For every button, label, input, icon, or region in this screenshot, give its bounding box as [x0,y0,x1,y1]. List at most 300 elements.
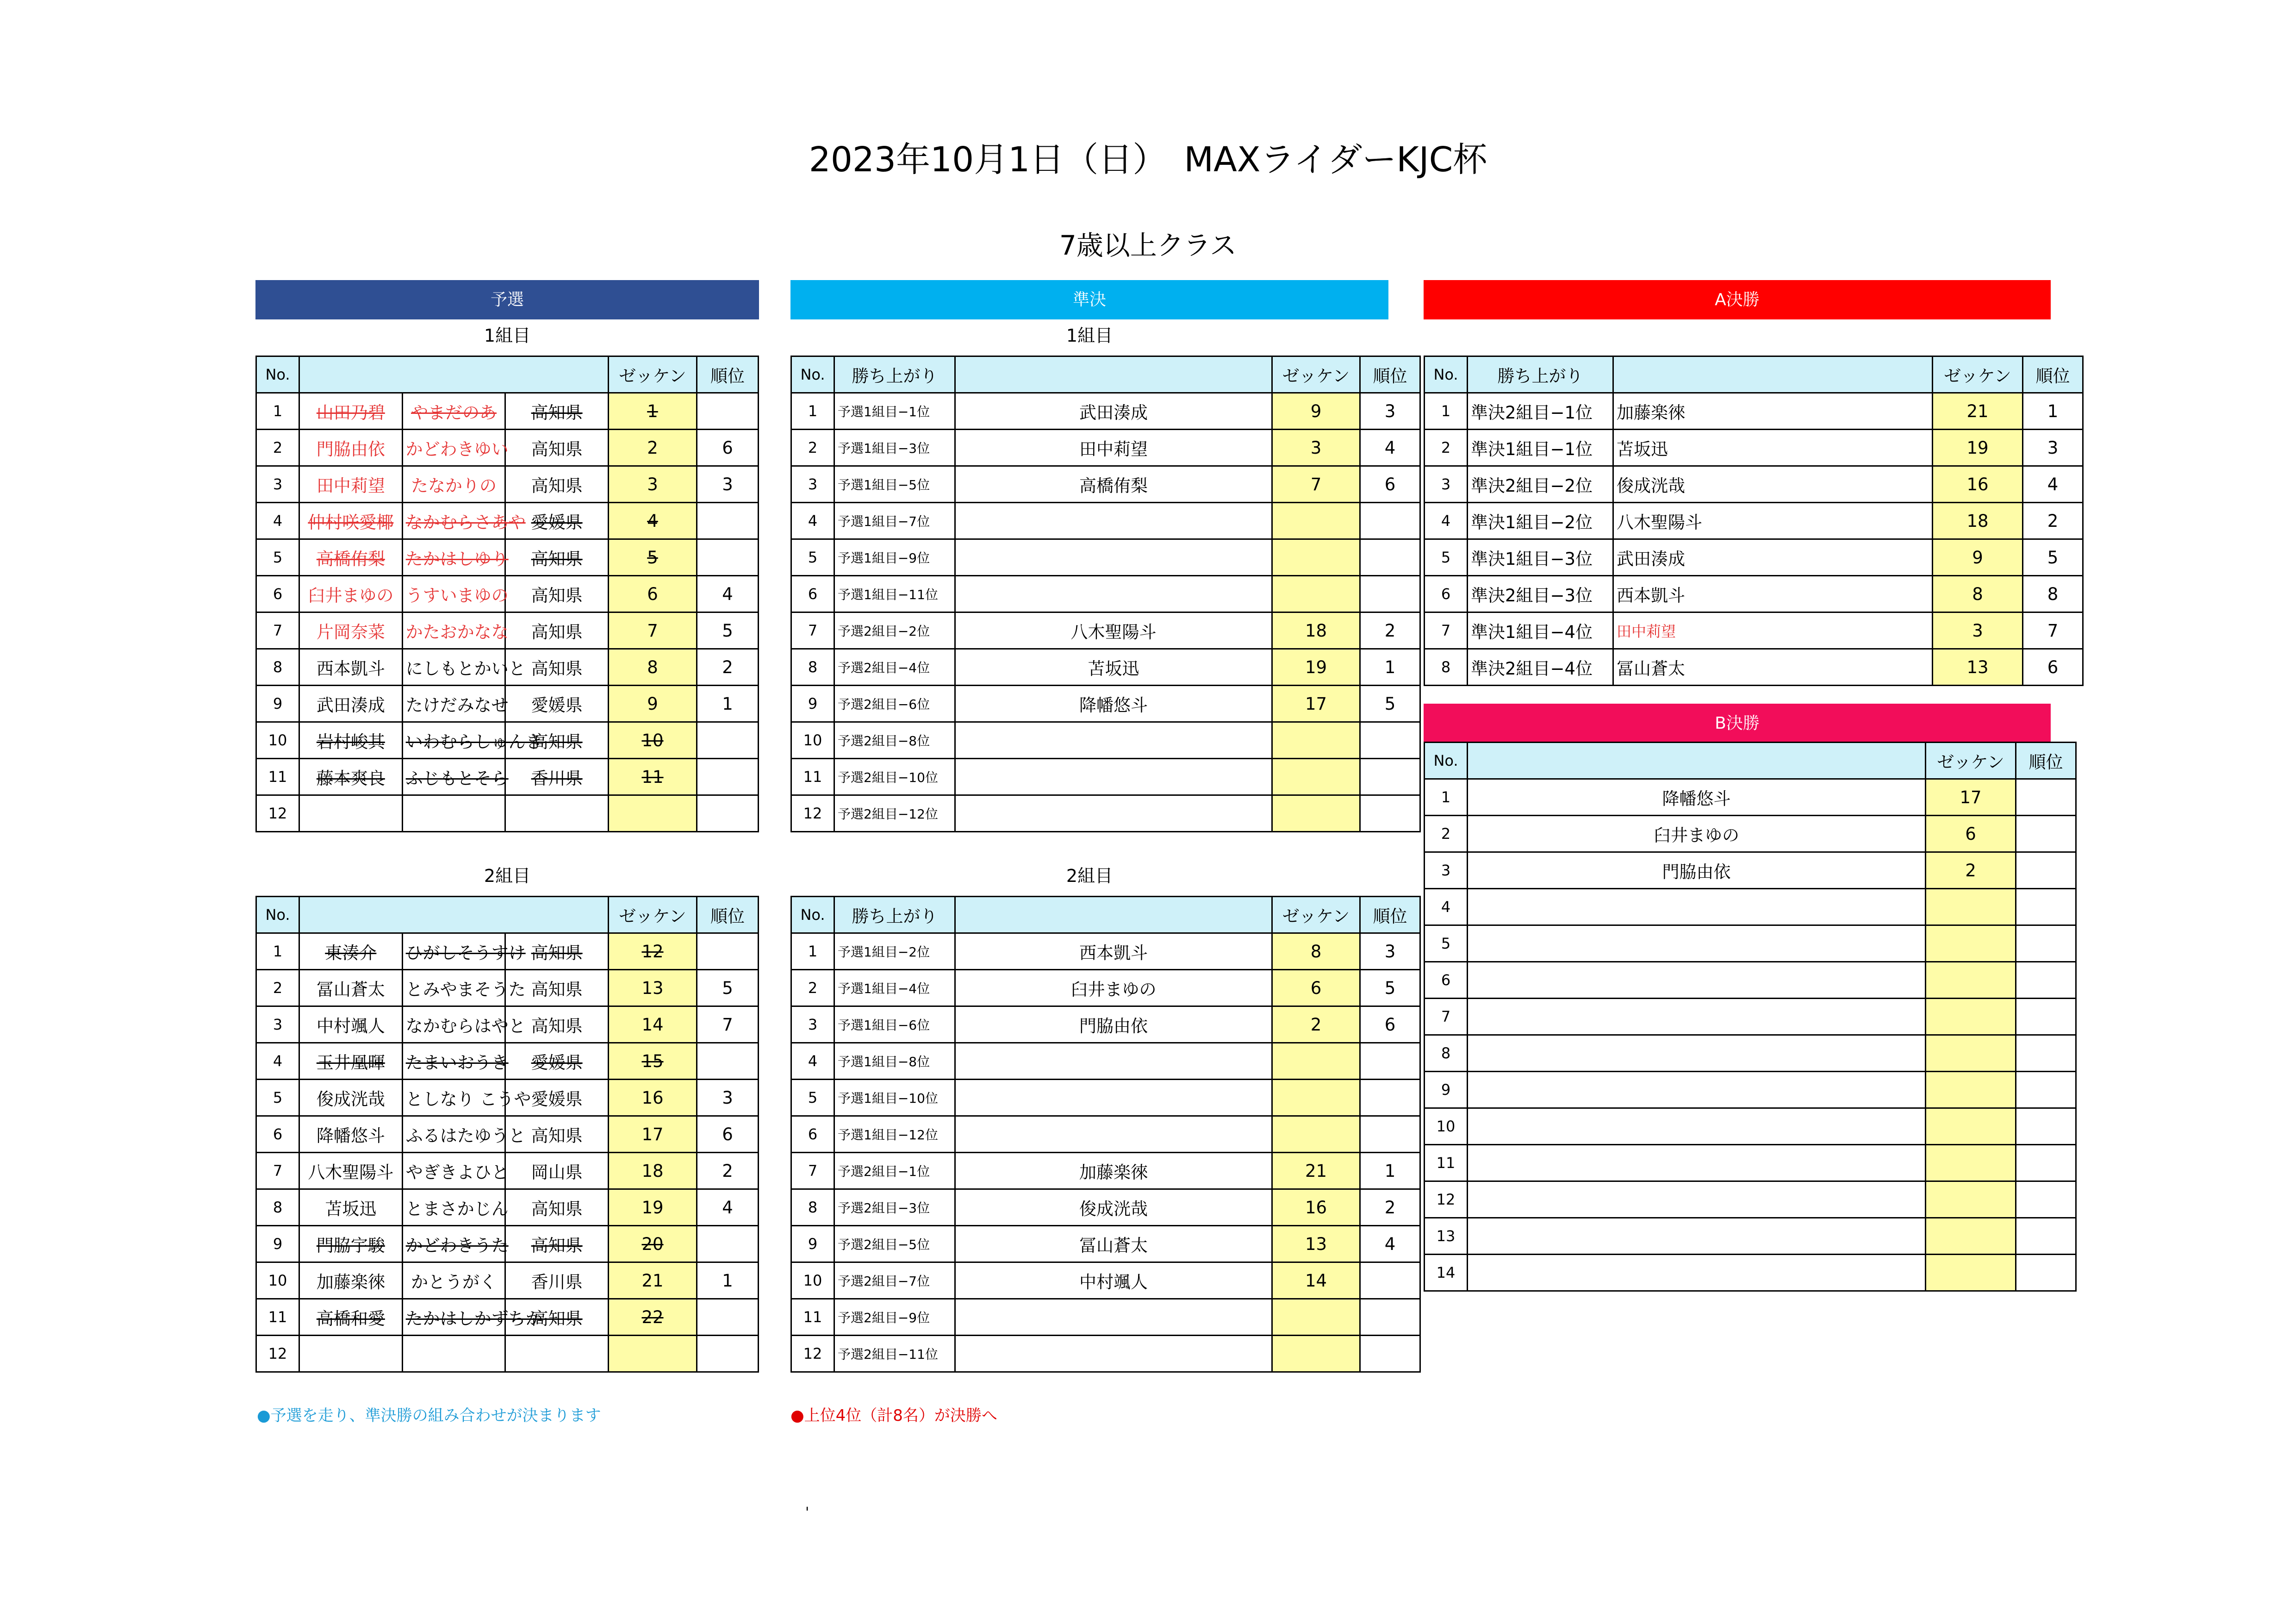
row-no: 9 [256,1226,299,1262]
bib-number: 22 [609,1299,697,1336]
bib-number: 8 [1933,576,2023,612]
row-no: 4 [256,503,299,539]
rank [2016,852,2076,889]
bib-number: 15 [609,1043,697,1080]
racer-name [955,1299,1272,1336]
table-row [256,970,759,1006]
bib-number: 8 [1272,933,1360,970]
row-no: 12 [256,1336,299,1372]
racer-name: 東湊介 [299,933,403,970]
table-row [256,722,759,759]
rank: 7 [697,1006,759,1043]
rank [697,1226,759,1262]
table-row [256,1336,759,1372]
advance-slot: 予選1組目−12位 [834,1116,955,1153]
rank: 4 [697,1189,759,1226]
table-row [256,1226,759,1262]
col-name-header [1613,356,1933,393]
rank [2016,1255,2076,1291]
bib-number: 19 [1272,649,1360,686]
racer-name: 俊成洸哉 [1613,466,1933,503]
racer-prefecture: 愛媛県 [505,1080,609,1116]
table-row [1425,503,2083,539]
bib-number: 16 [1272,1189,1360,1226]
racer-name: 藤本爽良 [299,759,403,795]
racer-kana: かどわきうた [402,1226,505,1262]
row-no: 12 [791,1336,834,1372]
row-no: 1 [1425,393,1468,430]
racer-prefecture: 高知県 [505,1006,609,1043]
row-no: 4 [791,503,834,539]
racer-kana: やぎきよひと [402,1153,505,1189]
bib-number: 7 [1272,466,1360,503]
bib-number [609,795,697,832]
table-row [1425,466,2083,503]
row-no: 6 [256,1116,299,1153]
racer-name [1468,999,1926,1035]
header-row [1425,356,2083,393]
racer-kana: ひがしそうすけ [402,933,505,970]
bib-number [1926,1072,2016,1108]
bib-number: 6 [609,576,697,612]
bib-number: 18 [1933,503,2023,539]
row-no: 7 [1425,612,1468,649]
bib-number: 1 [609,393,697,430]
rank [2016,779,2076,816]
rank [1360,576,1420,612]
rank: 6 [2023,649,2083,686]
rank: 2 [697,649,759,686]
advance-slot: 予選1組目−8位 [834,1043,955,1080]
row-no: 10 [791,722,834,759]
bib-number [1272,576,1360,612]
rank: 6 [697,430,759,466]
row-no: 10 [1425,1108,1468,1145]
racer-name: 加藤楽徠 [299,1262,403,1299]
racer-prefecture: 高知県 [505,576,609,612]
racer-name: 中村颯人 [955,1262,1272,1299]
page-title: 2023年10月1日（日） MAXライダーKJC杯 [809,140,1487,180]
racer-name [955,722,1272,759]
bib-number: 10 [609,722,697,759]
racer-kana: やまだのあ [402,393,505,430]
row-no: 5 [791,539,834,576]
racer-name: 田中莉望 [955,430,1272,466]
row-no: 11 [256,1299,299,1336]
col-no-header: No. [1425,356,1468,393]
bib-number: 3 [609,466,697,503]
bib-number: 12 [609,933,697,970]
table-row [1425,999,2076,1035]
racer-name [1468,925,1926,962]
advance-slot: 準決1組目−3位 [1468,539,1613,576]
racer-name: 武田湊成 [955,393,1272,430]
table-row [791,795,1420,832]
racer-kana: かどわきゆい [402,430,505,466]
rank: 1 [2023,393,2083,430]
racer-name [299,795,403,832]
racer-kana: とまさかじん [402,1189,505,1226]
bib-number: 2 [1272,1006,1360,1043]
table-row [1425,925,2076,962]
racer-name [955,759,1272,795]
table-row [256,1080,759,1116]
rank [2016,816,2076,852]
col-bib-header: ゼッケン [1926,743,2016,779]
racer-prefecture: 岡山県 [505,1153,609,1189]
advance-slot: 準決2組目−1位 [1468,393,1613,430]
racer-name: 俊成洸哉 [955,1189,1272,1226]
semi-group1-table [790,356,1421,832]
racer-name: 高橋和愛 [299,1299,403,1336]
racer-name: 苫坂迅 [955,649,1272,686]
rank: 3 [1360,393,1420,430]
row-no: 9 [1425,1072,1468,1108]
table-row [1425,1108,2076,1145]
rank [1360,539,1420,576]
rank [2016,962,2076,999]
yosen-group2-table [255,896,759,1373]
racer-prefecture: 高知県 [505,970,609,1006]
row-no: 10 [791,1262,834,1299]
table-row [256,795,759,832]
table-row [1425,1072,2076,1108]
rank: 3 [2023,430,2083,466]
row-no: 9 [256,686,299,722]
rank: 3 [697,466,759,503]
yosen-note: ●予選を走り、準決勝の組み合わせが決まります [257,1406,601,1425]
col-rank-header: 順位 [2023,356,2083,393]
row-no: 11 [256,759,299,795]
col-bib-header: ゼッケン [609,897,697,933]
bib-number [1926,1181,2016,1218]
row-no: 3 [256,1006,299,1043]
racer-name: 西本凱斗 [955,933,1272,970]
table-row [1425,1181,2076,1218]
racer-name: 八木聖陽斗 [1613,503,1933,539]
table-row [1425,1035,2076,1072]
bib-number: 21 [1933,393,2023,430]
table-row [1425,649,2083,686]
row-no: 2 [1425,430,1468,466]
col-rank-header: 順位 [697,897,759,933]
bib-number: 13 [1272,1226,1360,1262]
row-no: 6 [791,576,834,612]
rank: 5 [697,612,759,649]
rank: 1 [1360,1153,1420,1189]
row-no: 6 [1425,576,1468,612]
row-no: 2 [1425,816,1468,852]
bib-number: 20 [609,1226,697,1262]
table-row [791,503,1420,539]
table-row [791,933,1420,970]
table-row [256,1153,759,1189]
racer-prefecture: 高知県 [505,430,609,466]
header-row [1425,743,2076,779]
row-no: 8 [256,1189,299,1226]
advance-slot: 準決2組目−4位 [1468,649,1613,686]
racer-name: 苫坂迅 [1613,430,1933,466]
rank [697,759,759,795]
row-no: 5 [1425,925,1468,962]
rank: 1 [697,686,759,722]
bib-number [1272,1080,1360,1116]
col-no-header: No. [256,897,299,933]
racer-name [1468,1181,1926,1218]
col-bib-header: ゼッケン [1933,356,2023,393]
row-no: 3 [1425,852,1468,889]
table-row [1425,1218,2076,1255]
advance-slot: 予選2組目−3位 [834,1189,955,1226]
racer-prefecture: 高知県 [505,466,609,503]
bib-number: 18 [1272,612,1360,649]
advance-slot: 予選2組目−12位 [834,795,955,832]
table-row [256,686,759,722]
row-no: 3 [791,1006,834,1043]
racer-prefecture: 高知県 [505,1299,609,1336]
rank: 4 [2023,466,2083,503]
racer-prefecture [505,795,609,832]
bib-number: 13 [1933,649,2023,686]
row-no: 5 [256,539,299,576]
racer-name: 冨山蒼太 [1613,649,1933,686]
advance-slot: 予選2組目−8位 [834,722,955,759]
advance-slot: 予選2組目−6位 [834,686,955,722]
racer-name [1468,1145,1926,1181]
racer-name [955,1336,1272,1372]
row-no: 8 [1425,1035,1468,1072]
rank: 5 [2023,539,2083,576]
col-bib-header: ゼッケン [1272,356,1360,393]
bib-number [1272,1336,1360,1372]
advance-slot: 準決2組目−2位 [1468,466,1613,503]
col-no-header: No. [1425,743,1468,779]
table-row [1425,393,2083,430]
racer-kana: としなり こうや [402,1080,505,1116]
row-no: 11 [791,759,834,795]
rank: 4 [1360,1226,1420,1262]
racer-name [1468,889,1926,925]
rank [1360,759,1420,795]
col-bib-header: ゼッケン [1272,897,1360,933]
racer-name [955,795,1272,832]
row-no: 12 [256,795,299,832]
rank [1360,1116,1420,1153]
racer-name: 俊成洸哉 [299,1080,403,1116]
bib-number: 2 [1926,852,2016,889]
racer-name: 田中莉望 [299,466,403,503]
bib-number [1272,795,1360,832]
racer-name [955,576,1272,612]
rank [1360,1336,1420,1372]
rank: 7 [2023,612,2083,649]
advance-slot: 予選1組目−6位 [834,1006,955,1043]
table-row [791,1336,1420,1372]
row-no: 12 [1425,1181,1468,1218]
bib-number: 16 [609,1080,697,1116]
row-no: 6 [256,576,299,612]
row-no: 8 [256,649,299,686]
racer-name: 門脇由依 [1468,852,1926,889]
racer-kana [402,795,505,832]
rank: 8 [2023,576,2083,612]
advance-slot: 予選1組目−1位 [834,393,955,430]
bib-number: 18 [609,1153,697,1189]
table-row [1425,612,2083,649]
col-no-header: No. [791,356,834,393]
bib-number [1926,889,2016,925]
table-row [791,539,1420,576]
table-row [256,576,759,612]
yosen-group1-label: 1組目 [484,325,531,346]
rank [1360,503,1420,539]
table-row [1425,962,2076,999]
racer-name: 門脇由依 [955,1006,1272,1043]
yosen-group1-table [255,356,759,832]
semifinal-band: 準決 [790,280,1388,319]
header-row [256,356,759,393]
racer-kana: たなかりの [402,466,505,503]
bib-number [1926,1035,2016,1072]
rank: 5 [1360,686,1420,722]
racer-kana [402,1336,505,1372]
col-name-header [1468,743,1926,779]
row-no: 4 [791,1043,834,1080]
bib-number [1926,925,2016,962]
rank [1360,1262,1420,1299]
racer-name: 降幡悠斗 [955,686,1272,722]
table-row [1425,430,2083,466]
racer-prefecture: 高知県 [505,612,609,649]
row-no: 9 [791,1226,834,1262]
bib-number: 2 [609,430,697,466]
advance-slot: 予選2組目−7位 [834,1262,955,1299]
table-row [791,649,1420,686]
bib-number: 17 [1926,779,2016,816]
racer-name [955,1080,1272,1116]
bib-number [1272,503,1360,539]
semi-group1-label: 1組目 [1066,325,1113,346]
bib-number [1926,1145,2016,1181]
table-row [1425,1255,2076,1291]
row-no: 3 [256,466,299,503]
row-no: 4 [1425,503,1468,539]
racer-name: 降幡悠斗 [299,1116,403,1153]
bib-number: 19 [609,1189,697,1226]
bib-number: 21 [609,1262,697,1299]
racer-name: 西本凱斗 [299,649,403,686]
rank: 1 [1360,649,1420,686]
table-row [256,1262,759,1299]
racer-name [1468,962,1926,999]
racer-kana: かたおかなな [402,612,505,649]
bib-number [1926,1255,2016,1291]
row-no: 9 [791,686,834,722]
bib-number [1272,759,1360,795]
table-row [791,722,1420,759]
racer-name: 片岡奈菜 [299,612,403,649]
col-advance-header: 勝ち上がり [834,356,955,393]
rank: 5 [697,970,759,1006]
rank [1360,795,1420,832]
col-name-header [299,897,609,933]
table-row [256,1043,759,1080]
table-row [791,576,1420,612]
racer-prefecture: 愛媛県 [505,686,609,722]
racer-name [1468,1035,1926,1072]
row-no: 1 [791,393,834,430]
col-no-header: No. [256,356,299,393]
bib-number: 9 [1933,539,2023,576]
bib-number [1272,722,1360,759]
yosen-band: 予選 [255,280,759,319]
col-advance-header: 勝ち上がり [834,897,955,933]
racer-name: 玉井凰暉 [299,1043,403,1080]
racer-name: 加藤楽徠 [1613,393,1933,430]
bib-number [1272,1299,1360,1336]
advance-slot: 予選2組目−11位 [834,1336,955,1372]
rank: 4 [697,576,759,612]
row-no: 8 [1425,649,1468,686]
row-no: 1 [791,933,834,970]
rank: 6 [1360,1006,1420,1043]
semi-group2-label: 2組目 [1066,866,1113,886]
bib-number: 8 [609,649,697,686]
table-row [256,1006,759,1043]
bib-number [1272,1043,1360,1080]
racer-name: 武田湊成 [299,686,403,722]
advance-slot: 準決2組目−3位 [1468,576,1613,612]
racer-prefecture: 高知県 [505,1116,609,1153]
racer-name [1468,1255,1926,1291]
class-subtitle: 7歳以上クラス [1059,230,1237,261]
rank [697,393,759,430]
row-no: 8 [791,649,834,686]
racer-name [955,539,1272,576]
table-row [791,393,1420,430]
header-row [791,356,1420,393]
racer-name: 臼井まゆの [1468,816,1926,852]
row-no: 4 [1425,889,1468,925]
advance-slot: 予選2組目−1位 [834,1153,955,1189]
row-no: 5 [791,1080,834,1116]
rank [2016,1035,2076,1072]
racer-name: 加藤楽徠 [955,1153,1272,1189]
table-row [256,759,759,795]
table-row [256,933,759,970]
racer-name: 降幡悠斗 [1468,779,1926,816]
bib-number [1926,1108,2016,1145]
table-row [791,1299,1420,1336]
table-row [791,1262,1420,1299]
rank [2016,999,2076,1035]
racer-name [955,503,1272,539]
rank [697,1043,759,1080]
racer-kana: なかむらはやと [402,1006,505,1043]
racer-name [299,1336,403,1372]
table-row [791,759,1420,795]
rank [697,1336,759,1372]
racer-name [1468,1218,1926,1255]
racer-name: 苫坂迅 [299,1189,403,1226]
racer-prefecture: 高知県 [505,722,609,759]
table-row [256,1189,759,1226]
advance-slot: 準決1組目−4位 [1468,612,1613,649]
semi-note: ●上位4位（計8名）が決勝へ [790,1406,997,1425]
col-name-header [299,356,609,393]
racer-name: 西本凱斗 [1613,576,1933,612]
rank [2016,889,2076,925]
